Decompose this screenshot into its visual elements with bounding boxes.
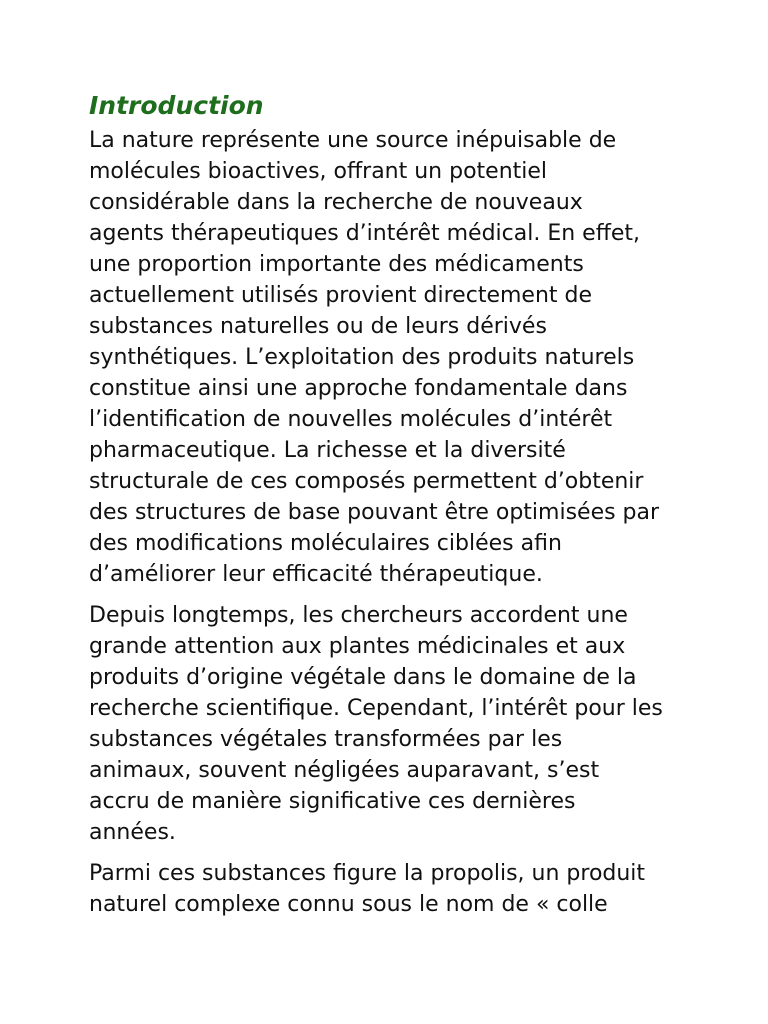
text-line: grande attention aux plantes médicinales et aux — [89, 634, 626, 659]
text-line: actuellement utilisés provient directement de — [89, 283, 593, 308]
document-page — [89, 89, 689, 930]
text-line: Parmi ces substances figure la propolis, un produit — [89, 861, 646, 886]
paragraph-1 — [89, 125, 689, 590]
text-line: années. — [89, 820, 176, 845]
text-line: Depuis longtemps, les chercheurs accordent une — [89, 603, 628, 628]
text-line: naturel complexe connu sous le nom de « colle — [89, 892, 608, 917]
text-line: une proportion importante des médicaments — [89, 252, 584, 277]
text-line: substances naturelles ou de leurs dérivés — [89, 314, 547, 339]
paragraph-2 — [89, 600, 689, 848]
text-line: des structures de base pouvant être optimisées par — [89, 500, 660, 525]
section-heading: Introduction — [89, 91, 264, 120]
text-line: considérable dans la recherche de nouveaux — [89, 190, 583, 215]
text-line: synthétiques. L’exploitation des produits naturels — [89, 345, 635, 370]
text-line: des modifications moléculaires ciblées afin — [89, 531, 562, 556]
text-line: pharmaceutique. La richesse et la diversité — [89, 438, 566, 463]
text-line: La nature représente une source inépuisable de — [89, 128, 617, 153]
text-line: recherche scientifique. Cependant, l’intérêt pour les — [89, 696, 663, 721]
text-line: accru de manière significative ces dernières — [89, 789, 576, 814]
text-line: constitue ainsi une approche fondamentale dans — [89, 376, 628, 401]
text-line: substances végétales transformées par les — [89, 727, 563, 752]
text-line: l’identification de nouvelles molécules d’intérêt — [89, 407, 613, 432]
text-line: produits d’origine végétale dans le domaine de la — [89, 665, 637, 690]
text-line: agents thérapeutiques d’intérêt médical. En effet, — [89, 221, 641, 246]
text-line: molécules bioactives, offrant un potentiel — [89, 159, 548, 184]
text-line: animaux, souvent négligées auparavant, s’est — [89, 758, 600, 783]
text-line: structurale de ces composés permettent d’obtenir — [89, 469, 644, 494]
paragraph-3 — [89, 858, 689, 920]
text-line: d’améliorer leur efficacité thérapeutique. — [89, 562, 543, 587]
